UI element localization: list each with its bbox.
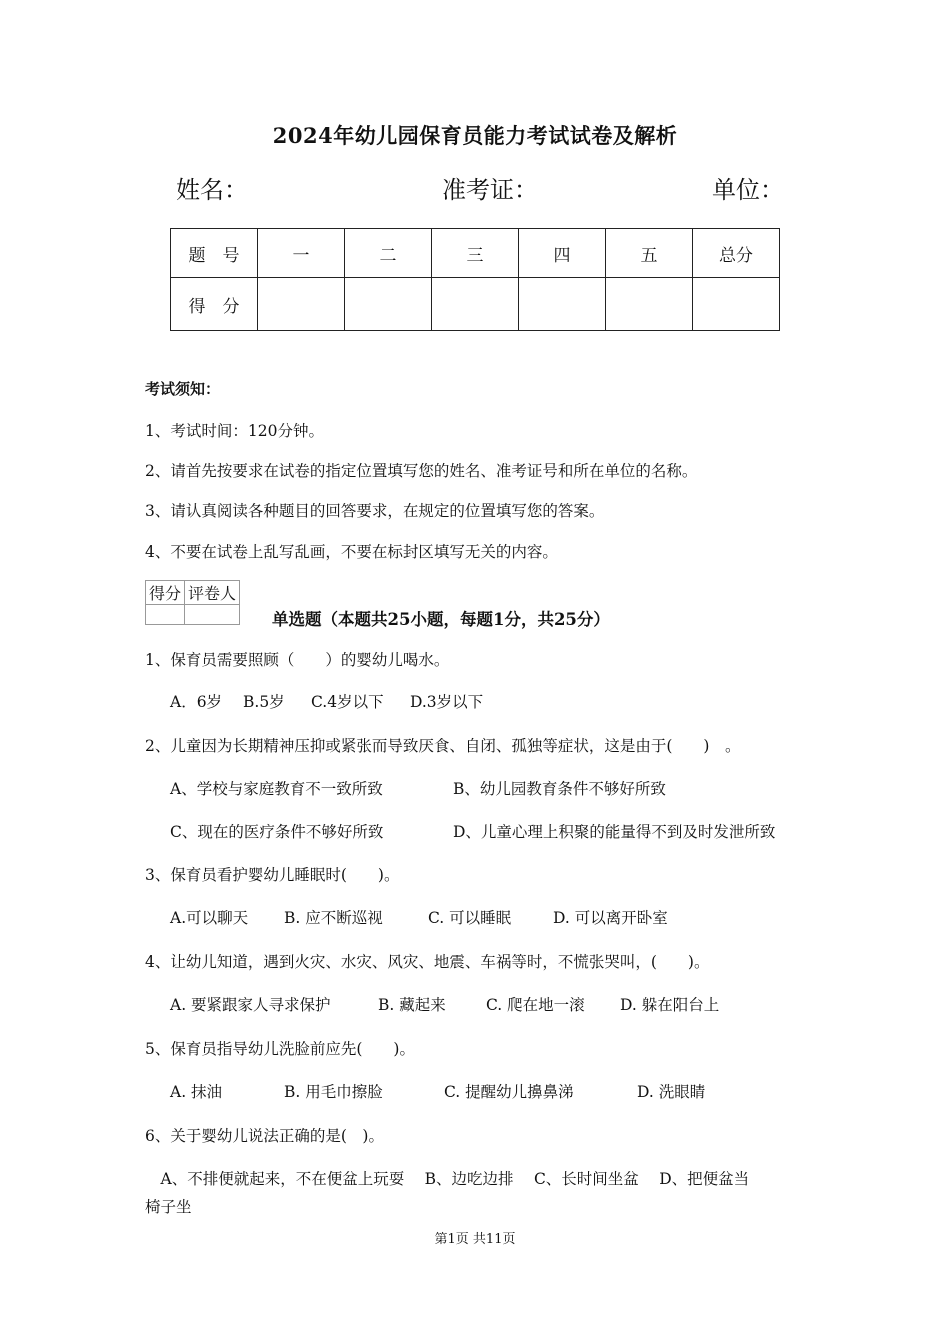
score-label: 得 分 (171, 278, 258, 331)
q4-option-d: D. 躲在阳台上 (620, 996, 720, 1014)
q2-option-c: C、现在的医疗条件不够好所致 (170, 823, 384, 841)
question-5-stem: 5、保育员指导幼儿洗脸前应先( )。 (145, 1040, 415, 1058)
score-cell-2 (345, 278, 432, 331)
question-number-label: 题 号 (171, 229, 258, 278)
grader-score-cell (146, 605, 185, 625)
q5-option-d: D. 洗眼睛 (637, 1083, 706, 1101)
column-1: 一 (258, 229, 345, 278)
question-1-stem: 1、保育员需要照顾（ ）的婴幼儿喝水。 (145, 651, 450, 669)
question-2-stem: 2、儿童因为长期精神压抑或紧张而导致厌食、自闭、孤独等症状，这是由于( ) 。 (145, 737, 741, 755)
question-3-stem: 3、保育员看护婴幼儿睡眠时( )。 (145, 866, 400, 884)
notice-item-1: 1、考试时间：120分钟。 (145, 422, 324, 440)
q2-option-d: D、儿童心理上积聚的能量得不到及时发泄所致 (453, 823, 776, 841)
q5-option-b: B. 用毛巾擦脸 (284, 1083, 383, 1101)
q6-options-wrap: 椅子坐 (145, 1198, 192, 1216)
question-6-stem: 6、关于婴幼儿说法正确的是( )。 (145, 1127, 384, 1145)
q1-option-c: C.4岁以下 (311, 693, 384, 711)
exam-id-field-label: 准考证： (442, 176, 538, 204)
grader-name-label: 评卷人 (185, 581, 240, 605)
column-5: 五 (606, 229, 693, 278)
q3-option-b: B. 应不断巡视 (284, 909, 383, 927)
q3-option-c: C. 可以睡眠 (428, 909, 512, 927)
q4-option-c: C. 爬在地一滚 (486, 996, 585, 1014)
page-footer: 第1页 共11页 (434, 1232, 516, 1247)
column-total: 总分 (693, 229, 780, 278)
q3-option-a: A.可以聊天 (170, 909, 249, 927)
q1-option-d: D.3岁以下 (410, 693, 484, 711)
score-cell-5 (606, 278, 693, 331)
score-cell-1 (258, 278, 345, 331)
score-table (170, 228, 780, 331)
score-cell-4 (519, 278, 606, 331)
name-field-label: 姓名： (176, 176, 248, 204)
unit-field-label: 单位： (712, 176, 784, 204)
question-4-stem: 4、让幼儿知道，遇到火灾、水灾、风灾、地震、车祸等时，不慌张哭叫，( )。 (145, 953, 710, 971)
exam-title: 2024年幼儿园保育员能力考试试卷及解析 (272, 123, 678, 148)
q2-option-b: B、幼儿园教育条件不够好所致 (453, 780, 666, 798)
q1-option-b: B.5岁 (243, 693, 285, 711)
column-2: 二 (345, 229, 432, 278)
score-table-header-row (171, 229, 780, 278)
notice-item-2: 2、请首先按要求在试卷的指定位置填写您的姓名、准考证号和所在单位的名称。 (145, 462, 698, 480)
score-cell-total (693, 278, 780, 331)
notice-heading: 考试须知： (145, 380, 221, 398)
notice-item-3: 3、请认真阅读各种题目的回答要求，在规定的位置填写您的答案。 (145, 502, 605, 520)
q1-option-a: A．6岁 (170, 693, 223, 711)
notice-item-4: 4、不要在试卷上乱写乱画，不要在标封区填写无关的内容。 (145, 543, 558, 561)
section-title: 单选题（本题共25小题，每题1分，共25分） (272, 610, 610, 629)
q5-option-c: C. 提醒幼儿擤鼻涕 (444, 1083, 574, 1101)
score-cell-3 (432, 278, 519, 331)
q4-option-b: B. 藏起来 (378, 996, 446, 1014)
column-3: 三 (432, 229, 519, 278)
grader-score-label: 得分 (146, 581, 185, 605)
q5-option-a: A. 抹油 (170, 1083, 223, 1101)
q2-option-a: A、学校与家庭教育不一致所致 (170, 780, 383, 798)
score-table-score-row (171, 278, 780, 331)
grader-box (145, 580, 240, 625)
q3-option-d: D. 可以离开卧室 (553, 909, 668, 927)
grader-name-cell (185, 605, 240, 625)
q6-options-line: A、不排便就起来，不在便盆上玩耍 B、边吃边排 C、长时间坐盆 D、把便盆当 (145, 1170, 750, 1188)
q4-option-a: A. 要紧跟家人寻求保护 (170, 996, 331, 1014)
column-4: 四 (519, 229, 606, 278)
